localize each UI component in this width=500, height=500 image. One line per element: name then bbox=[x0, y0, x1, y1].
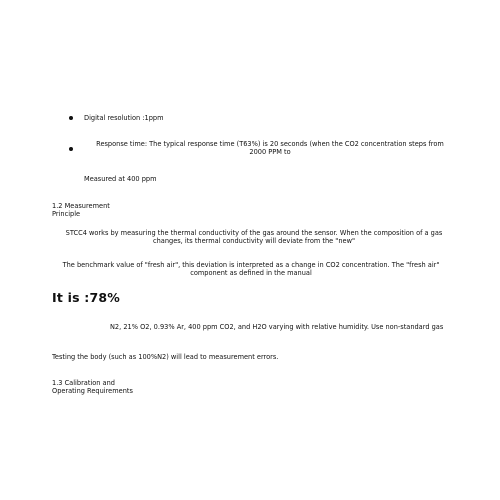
section-heading-line-2: Principle bbox=[52, 210, 81, 218]
section-heading-measurement-principle bbox=[52, 202, 110, 218]
section-heading-line-1: 1.2 Measurement bbox=[52, 202, 110, 210]
bullet-dot bbox=[69, 116, 73, 120]
fresh-air-paragraph-line-2: component as defined in the manual bbox=[190, 269, 312, 277]
principle-paragraph-line-2: changes, its thermal conductivity will deviate from the "new" bbox=[152, 237, 355, 245]
response-time-text bbox=[88, 140, 452, 156]
section-heading-line-2: Operating Requirements bbox=[52, 387, 133, 395]
principle-paragraph-line-1: STCC4 works by measuring the thermal conductivity of the gas around the sensor. When the composition of a gas bbox=[65, 229, 443, 237]
measured-at-text: Measured at 400 ppm bbox=[84, 175, 157, 183]
response-time-line-2: 2000 PPM to bbox=[249, 148, 291, 156]
response-time-line-1: Response time: The typical response time (T63%) is 20 seconds (when the CO2 concentration steps from bbox=[96, 140, 444, 148]
bullet-dot bbox=[69, 147, 73, 151]
fresh-air-paragraph bbox=[56, 261, 446, 277]
fresh-air-paragraph-line-1: The benchmark value of "fresh air", this deviation is interpreted as a change in CO2 concentration. The "fresh air" bbox=[62, 261, 440, 269]
section-heading-calibration bbox=[52, 379, 133, 395]
testing-text: Testing the body (such as 100%N2) will lead to measurement errors. bbox=[52, 353, 279, 361]
digital-resolution-text: Digital resolution :1ppm bbox=[84, 114, 164, 122]
it-is-78-heading: It is :78% bbox=[52, 290, 120, 305]
section-heading-line-1: 1.3 Calibration and bbox=[52, 379, 115, 387]
gas-composition-text: N2, 21% O2, 0.93% Ar, 400 ppm CO2, and H2O varying with relative humidity. Use non-standard gas bbox=[110, 323, 444, 331]
principle-paragraph bbox=[58, 229, 450, 245]
